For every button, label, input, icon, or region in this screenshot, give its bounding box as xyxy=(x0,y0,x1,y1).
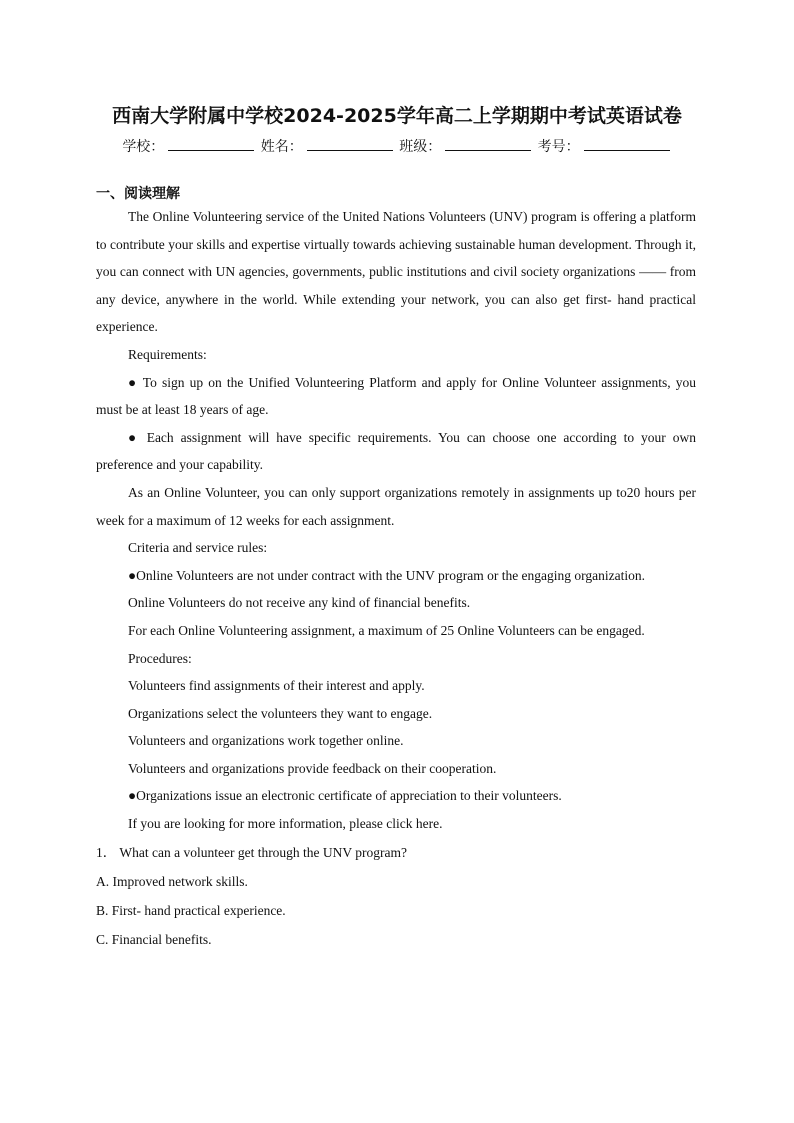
option-a: A. Improved network skills. xyxy=(96,873,248,889)
passage-paragraph: Procedures: xyxy=(128,650,192,666)
school-blank xyxy=(168,136,254,151)
reading-passage xyxy=(96,203,696,954)
passage-paragraph: Volunteers and organizations provide feedback on their cooperation. xyxy=(128,760,497,776)
passage-paragraph: ●Organizations issue an electronic certificate of appreciation to their volunteers. xyxy=(128,788,562,804)
passage-paragraph: Online Volunteers do not receive any kind of financial benefits. xyxy=(128,595,471,611)
passage-paragraph: Requirements: xyxy=(128,346,207,362)
passage-paragraph: ● Each assignment will have specific requirements. You can choose one according to your own preference and your capability. xyxy=(96,429,696,473)
section-title: 一、阅读理解 xyxy=(96,186,180,202)
passage-paragraph: Criteria and service rules: xyxy=(128,540,268,556)
passage-paragraph: If you are looking for more information, please click here. xyxy=(128,816,443,832)
name-label: 姓名： xyxy=(260,139,303,155)
exam-number-label: 考号： xyxy=(537,139,580,155)
name-blank xyxy=(307,136,393,151)
passage-paragraph: As an Online Volunteer, you can only support organizations remotely in assignments up to20 hours per week for a maximum of 12 weeks for each assignment. xyxy=(96,484,696,528)
exam-title: 西南大学附属中学校2024-2025学年高二上学期期中考试英语试卷 xyxy=(112,105,682,127)
option-c: C. Financial benefits. xyxy=(96,931,212,947)
passage-paragraph: Volunteers and organizations work together online. xyxy=(128,733,404,749)
passage-paragraph: Volunteers find assignments of their interest and apply. xyxy=(128,678,425,694)
question-stem: 1． What can a volunteer get through the UNV program? xyxy=(96,844,408,860)
passage-paragraph: Organizations select the volunteers they want to engage. xyxy=(128,705,433,721)
class-label: 班级： xyxy=(399,139,442,155)
passage-paragraph: ● To sign up on the Unified Volunteering Platform and apply for Online Volunteer assignments, you must be at least 18 years of age. xyxy=(96,374,696,418)
passage-paragraph: For each Online Volunteering assignment, a maximum of 25 Online Volunteers can be engaged. xyxy=(128,622,645,638)
exam-number-blank xyxy=(584,136,670,151)
student-info-fields xyxy=(0,136,794,156)
school-label: 学校： xyxy=(122,139,165,155)
passage-paragraph: The Online Volunteering service of the United Nations Volunteers (UNV) program is offering a platform to contribute your skills and expertise virtually towards achieving sustainable human development. Through it, you can connect with UN agencies, governments, public institutions and civil society organizations —— from any device, anywhere in the world. While extending your network, you can also get first- hand practical experience. xyxy=(96,209,696,335)
class-blank xyxy=(445,136,531,151)
passage-paragraph: ●Online Volunteers are not under contract with the UNV program or the engaging organization. xyxy=(128,567,646,583)
option-b: B. First- hand practical experience. xyxy=(96,902,286,918)
